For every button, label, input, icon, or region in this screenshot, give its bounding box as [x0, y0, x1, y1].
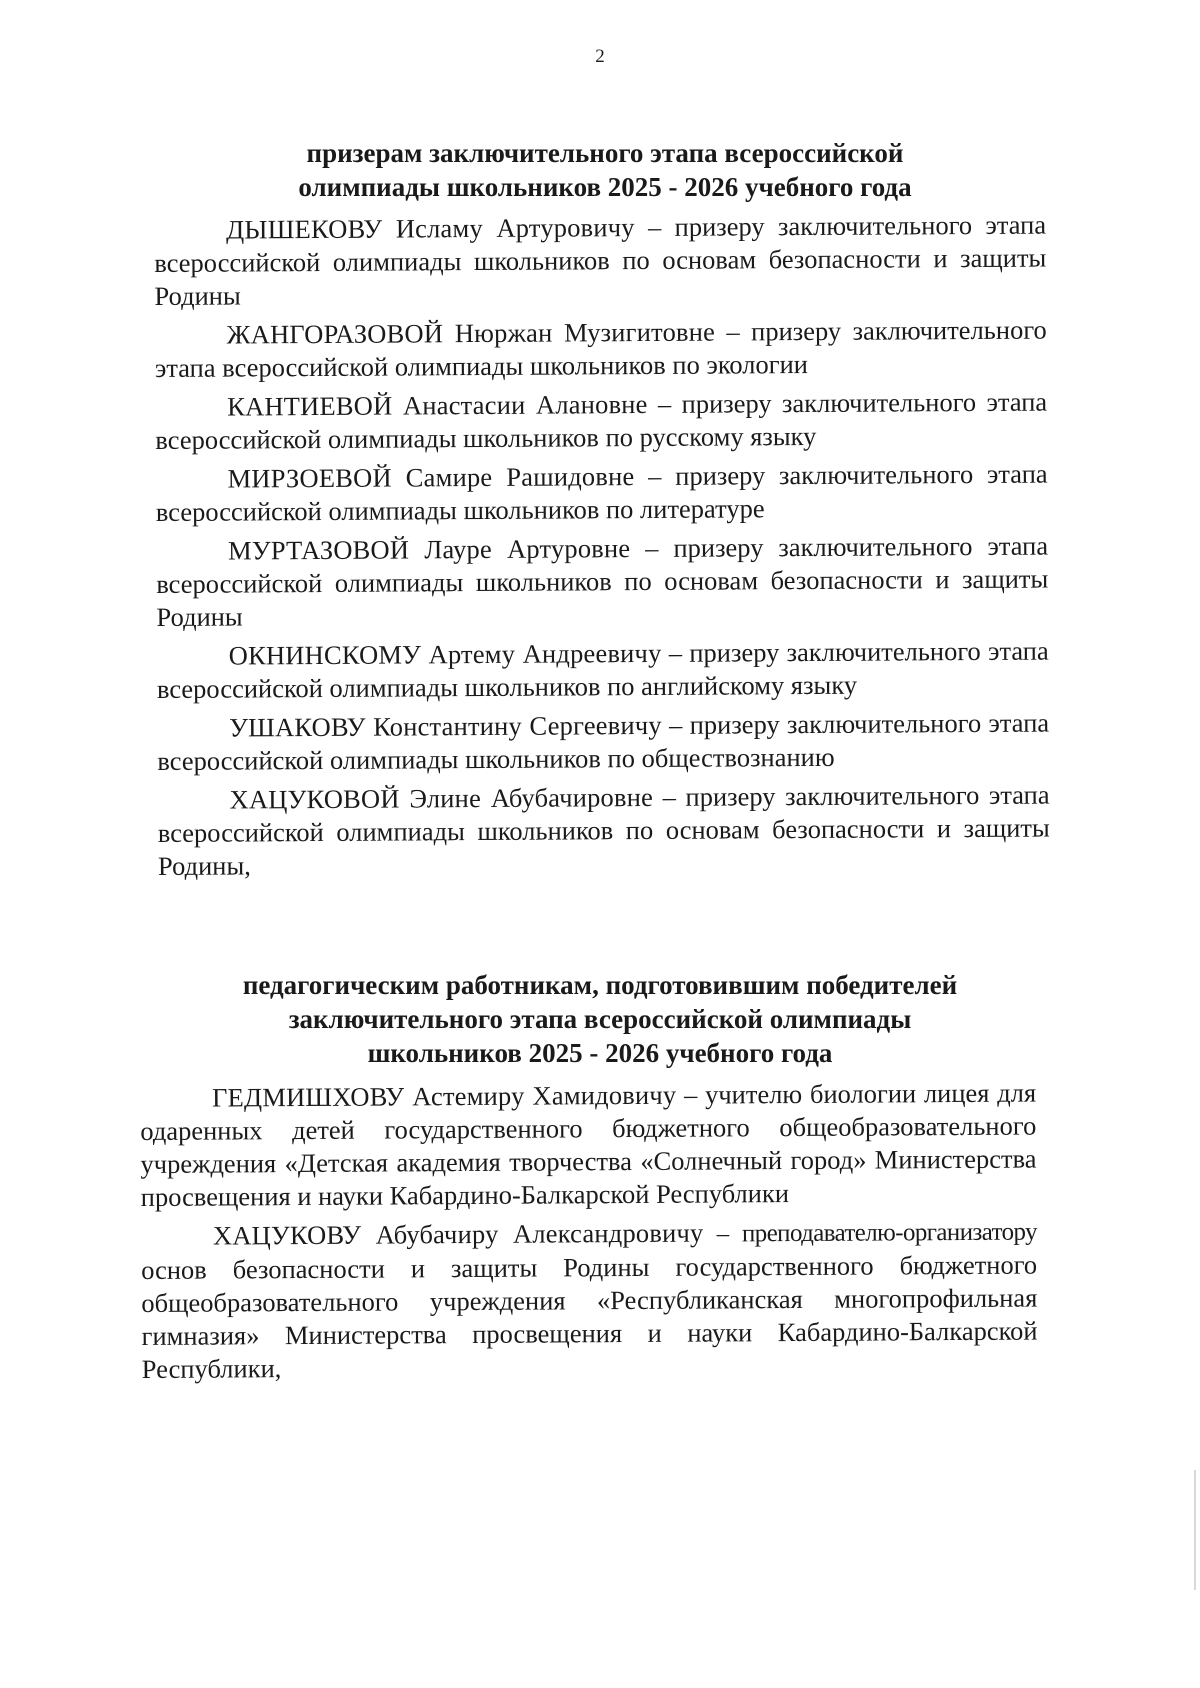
person-name: УШАКОВУ Константину Сергеевичу: [229, 709, 662, 743]
heading-line: призерам заключительного этапа всероссийской: [306, 138, 904, 168]
entry-text: – призеру заключительного этапа всероссийской олимпиады школьников по обществознанию: [157, 707, 1050, 776]
teachers-list: [140, 1077, 1038, 1392]
list-item: [156, 530, 1049, 634]
list-item: [157, 779, 1050, 883]
section-heading-prizewinners: [200, 136, 1010, 204]
entry-text: – призеру заключительного этапа всероссийской олимпиады школьников по основам безопасности и защиты Родины: [156, 530, 1049, 632]
entry-text: – учителю биологии лицея для одаренных детей государственного бюджетного общеобразовательного учреждения «Детская академия творчества «Солнечный город» Министерства просвещения и науки Кабардино-Балкарской Республики: [140, 1077, 1037, 1212]
person-name: МУРТАЗОВОЙ Лауре Артуровне: [227, 533, 631, 566]
entry-text: – призеру заключительного этапа всероссийской олимпиады школьников по английскому языку: [156, 635, 1049, 704]
scan-edge-mark: [1194, 1470, 1196, 1590]
heading-line: школьников 2025 - 2026 учебного года: [367, 1038, 833, 1068]
list-item: [155, 314, 1047, 385]
list-item: [157, 635, 1049, 706]
entry-role: – преподавателю-организатору: [703, 1218, 1038, 1248]
entry-text: – призеру заключительного этапа всероссийской олимпиады школьников по русскому языку: [155, 386, 1048, 455]
entry-text: – призеру заключительного этапа всероссийской олимпиады школьников по основам безопасности и защиты Родины,: [157, 779, 1050, 881]
heading-line: олимпиады школьников 2025 - 2026 учебного года: [298, 172, 912, 202]
prizewinners-list: [154, 209, 1050, 889]
entry-text: – призеру заключительного этапа всероссийской олимпиады школьников по литературе: [155, 458, 1048, 527]
person-name: ДЫШЕКОВУ Исламу Артуровичу: [226, 212, 635, 245]
heading-line: педагогическим работникам, подготовившим победителей: [242, 970, 958, 1000]
person-name: ХАЦУКОВОЙ Элине Абубачировне: [229, 781, 654, 815]
list-item: [141, 1215, 1038, 1386]
entry-text: основ безопасности и защиты Родины государственного бюджетного общеобразовательного учреждения «Республиканская многопрофильная гимназия» Министерства просвещения и науки Кабардино-Балкарской Республики,: [141, 1249, 1038, 1384]
list-item: [155, 386, 1047, 457]
list-item: [154, 209, 1047, 313]
person-name: ОКНИНСКОМУ Артему Андреевичу: [228, 637, 662, 671]
person-name: ЖАНГОРАЗОВОЙ Нюржан Музигитовне: [226, 316, 716, 350]
section-heading-teachers: [190, 968, 1010, 1070]
list-item: [140, 1077, 1037, 1214]
list-item: [157, 707, 1049, 778]
heading-line: заключительного этапа всероссийской олимпиады: [288, 1004, 912, 1034]
person-name: МИРЗОЕВОЙ Самире Рашидовне: [227, 461, 635, 494]
person-name: ГЕДМИШХОВУ Астемиру Хамидовичу: [212, 1079, 677, 1113]
person-name: КАНТИЕВОЙ Анастасии Алановне: [227, 388, 648, 422]
entry-text: – призеру заключительного этапа всероссийской олимпиады школьников по основам безопасности и защиты Родины: [154, 209, 1047, 311]
person-name: ХАЦУКОВУ Абубачиру Александровичу: [212, 1217, 704, 1251]
entry-text: – призеру заключительного этапа всероссийской олимпиады школьников по экологии: [154, 314, 1047, 383]
page-number: 2: [595, 46, 605, 67]
list-item: [156, 458, 1048, 529]
